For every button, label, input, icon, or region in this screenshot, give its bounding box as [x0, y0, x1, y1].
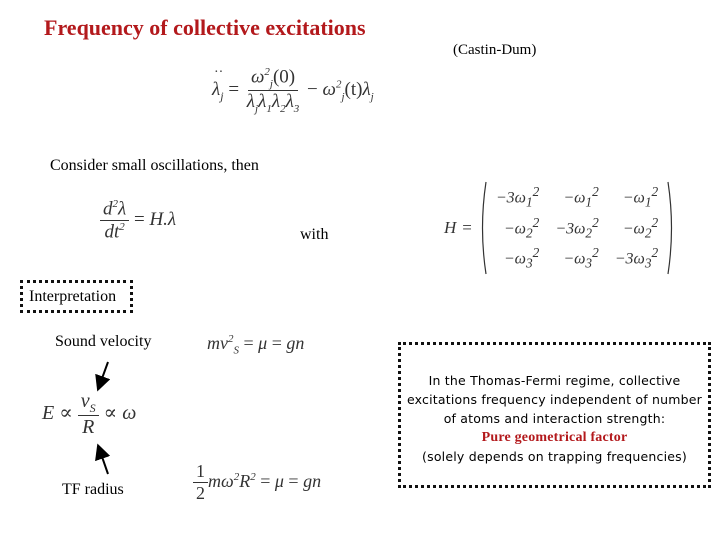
- tf-highlight: Pure geometrical factor: [481, 430, 628, 445]
- citation: (Castin-Dum): [453, 42, 537, 58]
- tf-line-3: of atoms and interaction strength:: [443, 411, 666, 426]
- sound-velocity-equation: $mv^2_S = \mu$ = gn: [207, 333, 305, 357]
- arrow-up: [100, 451, 108, 474]
- slide-title: Frequency of collective excitations: [44, 15, 366, 40]
- scaling-equation: λ ·· $_j$ = $\frac{\omega^2_j(0)}{\lambda_j\lambda_1\lambda_2\lambda_3}$ − $\omega^2_j(t)\lambda_j$: [212, 65, 374, 116]
- tf-line-4: (solely depends on trapping frequencies): [422, 449, 687, 464]
- thomas-fermi-note: [398, 342, 711, 488]
- linearized-equation: $\frac{d^2\lambda}{dt^2}$ = H.λ: [100, 198, 176, 243]
- tf-radius-equation: $\frac{1}{2}$ $m\omega^2R^2 = \mu$ = gn: [193, 462, 321, 503]
- tf-radius-label: TF radius: [62, 481, 124, 498]
- tf-line-2: excitations frequency independent of number: [406, 392, 703, 407]
- interpretation-label: Interpretation: [20, 280, 133, 313]
- arrow-down: [100, 362, 108, 384]
- tf-line-1: In the Thomas-Fermi regime, collective: [428, 373, 681, 388]
- proportionality-equation: E ∝ $\frac{v_S}{R}$ ∝ ω: [42, 390, 137, 439]
- consider-text: Consider small oscillations, then: [50, 157, 259, 174]
- matrix-table: $-3\omega_1^2$ $-\omega_1^2$ $-\omega_1^2$ $-\omega_2^2$ $-3\omega_2^2$ $-\omega_2^2$ $-\omega_3^2$ $-\omega_3^2$ $-3\omega_3^2$: [495, 184, 659, 271]
- h-matrix: H = $-3\omega_1^2$ $-\omega_1^2$ $-\omega_1^2$ $-\omega_2^2$ $-3\omega_2^2$ $-\omega_2^2$ $-\omega_3^2$ $-\omega_3^2$ $-3\omega_3^2$: [444, 180, 676, 276]
- sound-velocity-label: Sound velocity: [55, 333, 152, 350]
- with-text: with: [300, 226, 329, 243]
